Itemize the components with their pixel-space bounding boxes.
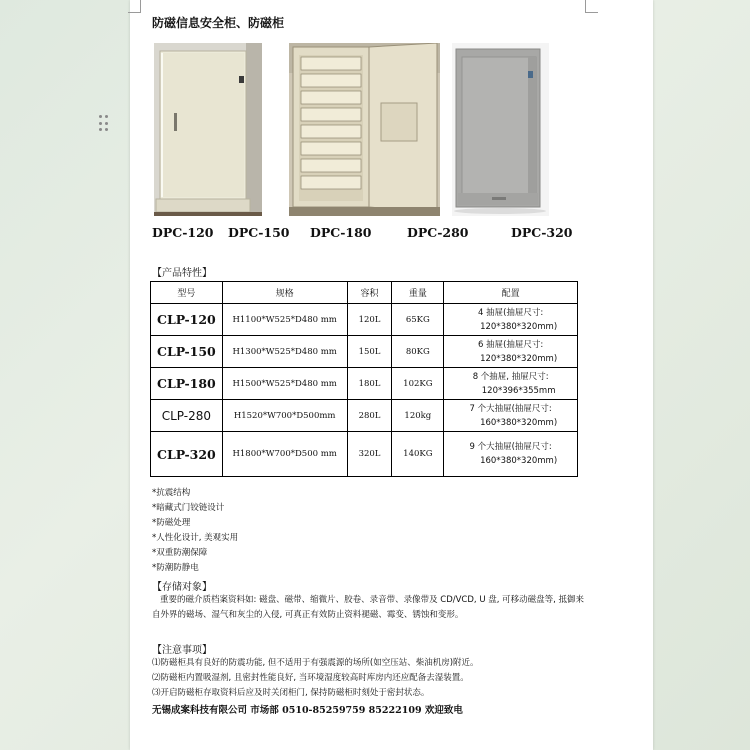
page-corner-mark xyxy=(585,0,598,13)
cell-weight: 102KG xyxy=(392,368,444,400)
document-page xyxy=(130,0,653,750)
config-line: 8 个抽屉, 抽屉尺寸: xyxy=(472,371,549,382)
cell-weight: 140KG xyxy=(392,432,444,477)
feature-item: *暗藏式门铰链设计 xyxy=(152,503,225,513)
cell-config xyxy=(444,304,578,336)
document-title: 防磁信息安全柜、防磁柜 xyxy=(152,16,285,30)
cell-volume: 320L xyxy=(347,432,392,477)
spec-table xyxy=(150,281,578,477)
company-footer: 无锡成案科技有限公司 市场部 0510-85259759 85222109 欢迎致电 xyxy=(152,705,463,716)
config-line: 7 个大抽屉(抽屉尺寸: xyxy=(469,403,552,414)
config-line: 4 抽屉(抽屉尺寸: xyxy=(477,307,544,318)
notes-heading: 【注意事项】 xyxy=(152,645,212,656)
feature-item: *防潮防静电 xyxy=(152,563,199,573)
storage-text: 重要的磁介质档案资料如: 磁盘、磁带、缩微片、胶卷、录音带、录像带及 CD/VCD, U 盘, 可移动磁盘等, 抵御来自外界的磁场、湿气和灰尘的入侵, 可真正有效防止资料褪磁、霉变、锈蚀和变形。 xyxy=(152,595,585,620)
note-item: ⑶开启防磁柜存取资料后应及时关闭柜门, 保持防磁柜时刻处于密封状态。 xyxy=(152,688,430,698)
header-spec: 规格 xyxy=(222,282,347,304)
cell-config xyxy=(444,400,578,432)
cell-weight: 120kg xyxy=(392,400,444,432)
feature-item: *双重防潮保障 xyxy=(152,548,208,558)
cell-dims: H1300*W525*D480 mm xyxy=(222,336,347,368)
cell-config xyxy=(444,432,578,477)
cell-model: CLP-320 xyxy=(151,432,223,477)
feature-item: *防磁处理 xyxy=(152,518,191,528)
model-label-1: DPC-120 xyxy=(152,225,214,240)
cell-volume: 180L xyxy=(347,368,392,400)
cell-dims: H1800*W700*D500 mm xyxy=(222,432,347,477)
cell-volume: 150L xyxy=(347,336,392,368)
table-row xyxy=(151,304,578,336)
config-line: 120*396*355mm xyxy=(481,385,556,396)
cell-config xyxy=(444,368,578,400)
feature-item: *抗震结构 xyxy=(152,488,191,498)
cabinet-photo-2 xyxy=(289,43,440,216)
header-config: 配置 xyxy=(444,282,578,304)
header-model: 型号 xyxy=(151,282,223,304)
config-line: 120*380*320mm) xyxy=(480,321,558,332)
config-line: 9 个大抽屉(抽屉尺寸: xyxy=(469,442,552,452)
drag-handle[interactable] xyxy=(99,115,109,131)
table-row xyxy=(151,336,578,368)
cell-config xyxy=(444,336,578,368)
table-row xyxy=(151,400,578,432)
page-corner-mark xyxy=(128,0,141,13)
cell-volume: 280L xyxy=(347,400,392,432)
feature-list xyxy=(152,486,238,576)
cell-volume: 120L xyxy=(347,304,392,336)
cell-model: CLP-120 xyxy=(151,304,223,336)
table-row xyxy=(151,432,578,477)
cell-model: CLP-180 xyxy=(151,368,223,400)
notes-list xyxy=(152,656,592,701)
cell-dims: H1100*W525*D480 mm xyxy=(222,304,347,336)
table-row xyxy=(151,368,578,400)
cell-dims: H1500*W525*D480 mm xyxy=(222,368,347,400)
config-line: 6 抽屉(抽屉尺寸: xyxy=(477,339,544,350)
product-section-heading: 【产品特性】 xyxy=(152,268,212,279)
note-item: ⑴防磁柜具有良好的防震功能, 但不适用于有强震源的场所(如空压站、柴油机房)附近。 xyxy=(152,658,479,668)
header-weight: 重量 xyxy=(392,282,444,304)
cell-dims: H1520*W700*D500mm xyxy=(222,400,347,432)
feature-item: *人性化设计, 美观实用 xyxy=(152,533,239,543)
config-line: 120*380*320mm) xyxy=(480,353,558,364)
cell-model: CLP-280 xyxy=(151,400,223,432)
model-label-3: DPC-180 xyxy=(310,225,372,240)
config-line: 160*380*320mm) xyxy=(480,417,558,428)
model-label-4: DPC-280 xyxy=(407,225,469,240)
cabinet-photo-3 xyxy=(452,43,549,216)
model-label-5: DPC-320 xyxy=(511,225,573,240)
cabinet-photo-1 xyxy=(154,43,262,216)
note-item: ⑵防磁柜内置吸湿剂, 且密封性能良好, 当环境湿度较高时库房内还应配备去湿装置。 xyxy=(152,673,469,683)
cell-model: CLP-150 xyxy=(151,336,223,368)
header-volume: 容积 xyxy=(347,282,392,304)
model-label-2: DPC-150 xyxy=(228,225,290,240)
table-header-row xyxy=(151,282,578,304)
storage-heading: 【存储对象】 xyxy=(152,582,212,593)
cell-weight: 80KG xyxy=(392,336,444,368)
cell-weight: 65KG xyxy=(392,304,444,336)
config-line: 160*380*320mm) xyxy=(480,456,558,466)
